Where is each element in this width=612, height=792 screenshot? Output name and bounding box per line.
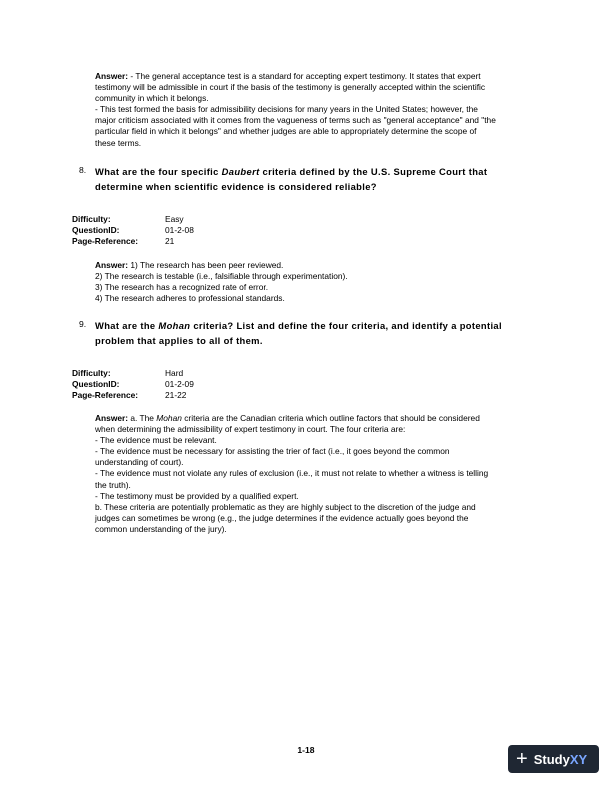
difficulty-value: Easy xyxy=(165,214,184,224)
question-id-value: 01-2-08 xyxy=(165,225,194,236)
difficulty-value: Hard xyxy=(165,368,184,378)
page-number: 1-18 xyxy=(297,745,315,755)
page-reference-value: 21 xyxy=(165,236,175,247)
answer-label: Answer: xyxy=(95,413,129,423)
studyxy-logo[interactable]: + Study XY xyxy=(508,745,599,773)
question-8-meta: Difficulty: Easy QuestionID: 01-2-08 Page-Reference: 21 xyxy=(72,214,194,247)
question-9-meta: Difficulty: Hard QuestionID: 01-2-09 Page-Reference: 21-22 xyxy=(72,368,194,401)
answer-8: Answer: 1) The research has been peer reviewed. 2) The research is testable (i.e., falsifiable through experimentation). 3) The research has a recognized rate of error. 4) The research adheres to professional standards. xyxy=(95,260,348,304)
answer-7: Answer: - The general acceptance test is a standard for accepting expert testimony. It states that expert testimony will be admissible in court if the basis of the testimony is generally accepted within the scientific community in which it belongs. - This test formed the basis for admissibility decisions for many years in the United States; however, the major criticism associated with it comes from the vagueness of terms such as "general acceptance" and "the particular field in which it belongs" and whether judges are able to appropriately determine the scope of these terms. xyxy=(95,71,496,148)
question-number: 8. xyxy=(79,165,87,175)
plus-icon: + xyxy=(516,748,528,770)
page-reference-value: 21-22 xyxy=(165,390,187,401)
answer-label: Answer: xyxy=(95,71,129,81)
answer-9: Answer: a. The Mohan criteria are the Canadian criteria which outline factors that should be considered when determining the admissibility of expert testimony in court. The four criteria are: - The evidence must be relevant. - The evidence must be necessary for assisting the trier of fact (i.e., it goes beyond the common understanding of court). - The evidence must not violate any rules of exclusion (i.e., it must not relate to whether a witness is telling the truth). - The testimony must be provided by a qualified expert. b. These criteria are potentially problematic as they are highly subject to the discretion of the judge and judges can sometimes be wrong (e.g., the judge determines if the evidence actually goes beyond the common understanding of the jury). xyxy=(95,413,489,534)
question-number: 9. xyxy=(79,319,87,329)
question-id-value: 01-2-09 xyxy=(165,379,194,390)
answer-label: Answer: xyxy=(95,260,129,270)
